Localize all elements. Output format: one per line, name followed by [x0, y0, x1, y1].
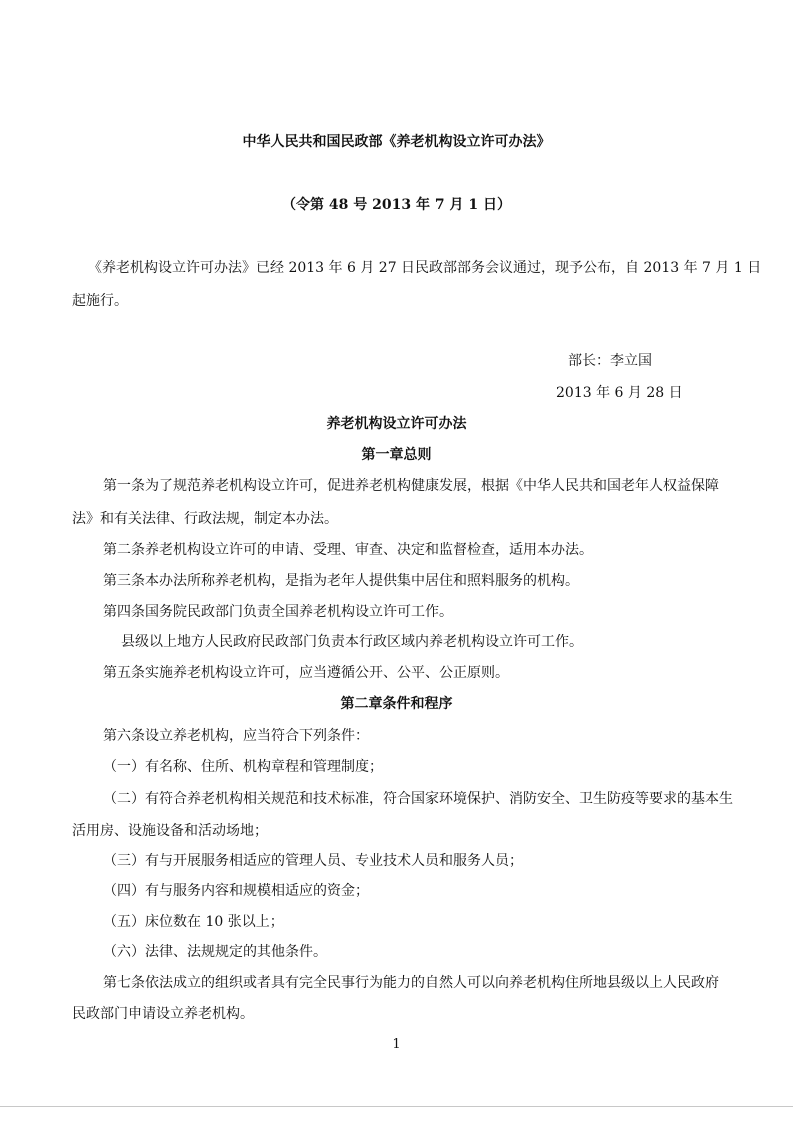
- order-number: （令第 48 号 2013 年 7 月 1 日）: [282, 197, 511, 213]
- page-number: 1: [392, 1037, 401, 1052]
- article-7-line-1: 第七条依法成立的组织或者具有完全民事行为能力的自然人可以向养老机构住所地县级以上人民政府: [103, 975, 719, 991]
- condition-item-2-line-1: （二）有符合养老机构相关规范和技术标准，符合国家环境保护、消防安全、卫生防疫等要求的基本生: [103, 791, 733, 807]
- condition-item-2-line-2: 活用房、设施设备和活动场地；: [72, 823, 268, 839]
- chapter-2-heading: 第二章条件和程序: [340, 696, 453, 712]
- minister-signature: 部长：李立国: [568, 353, 652, 369]
- chapter-1-heading: 第一章总则: [361, 447, 432, 463]
- article-6: 第六条设立养老机构，应当符合下列条件：: [103, 728, 369, 744]
- condition-item-5: （五）床位数在 10 张以上；: [103, 914, 284, 930]
- article-4: 第四条国务院民政部门负责全国养老机构设立许可工作。: [103, 604, 453, 620]
- condition-item-3: （三）有与开展服务相适应的管理人员、专业技术人员和服务人员；: [103, 853, 523, 869]
- page-bottom-divider: [0, 1106, 793, 1107]
- article-2: 第二条养老机构设立许可的申请、受理、审查、决定和监督检查，适用本办法。: [103, 542, 593, 558]
- article-1-line-2: 法》和有关法律、行政法规，制定本办法。: [72, 511, 338, 527]
- article-5: 第五条实施养老机构设立许可，应当遵循公开、公平、公正原则。: [103, 665, 509, 681]
- intro-line-1: 《养老机构设立许可办法》已经 2013 年 6 月 27 日民政部部务会议通过，现予公布，自 2013 年 7 月 1 日: [88, 260, 762, 276]
- article-7-line-2: 民政部门申请设立养老机构。: [72, 1006, 254, 1022]
- condition-item-6: （六）法律、法规规定的其他条件。: [103, 944, 327, 960]
- document-title: 中华人民共和国民政部《养老机构设立许可办法》: [242, 134, 551, 150]
- article-3: 第三条本办法所称养老机构，是指为老年人提供集中居住和照料服务的机构。: [103, 573, 579, 589]
- intro-line-2: 起施行。: [72, 293, 128, 309]
- signature-date: 2013 年 6 月 28 日: [556, 385, 683, 401]
- article-1-line-1: 第一条为了规范养老机构设立许可，促进养老机构健康发展，根据《中华人民共和国老年人权益保障: [103, 478, 719, 494]
- regulation-title: 养老机构设立许可办法: [326, 416, 467, 432]
- article-4-paragraph-2: 县级以上地方人民政府民政部门负责本行政区域内养老机构设立许可工作。: [121, 634, 583, 650]
- condition-item-1: （一）有名称、住所、机构章程和管理制度；: [103, 759, 383, 775]
- condition-item-4: （四）有与服务内容和规模相适应的资金；: [103, 883, 369, 899]
